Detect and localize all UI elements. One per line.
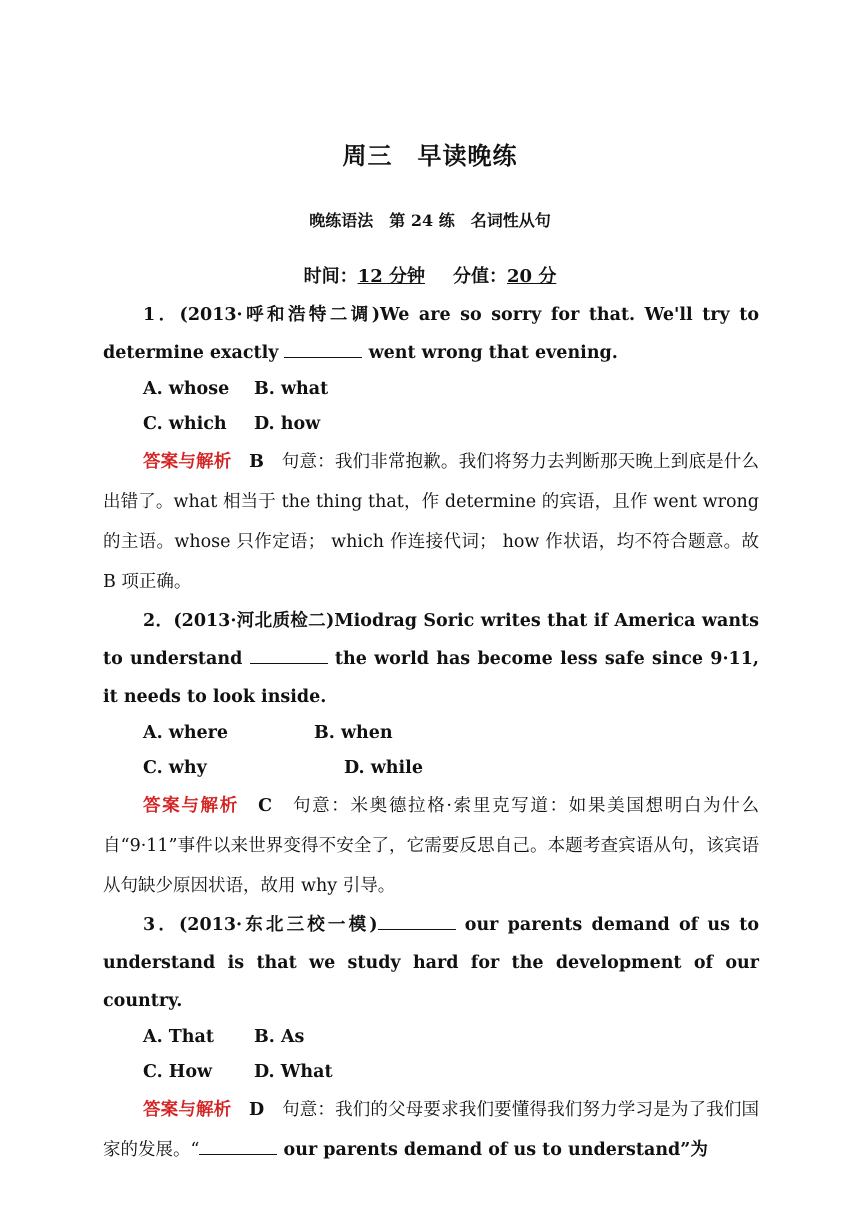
option-c: C. How xyxy=(143,1062,213,1082)
answer-blank xyxy=(378,913,456,930)
questions-body xyxy=(103,296,759,1170)
answer-label: 答案与解析 xyxy=(143,1100,232,1120)
options-q3 xyxy=(103,1020,759,1090)
answer-blank xyxy=(284,341,362,358)
page-subtitle: 晚练语法 第 24 练 名词性从句 xyxy=(309,211,551,230)
option-c: C. why xyxy=(143,758,207,778)
option-b: B. As xyxy=(254,1027,305,1047)
answer-key: C xyxy=(258,796,273,816)
options-q1 xyxy=(103,372,759,442)
option-c: C. which xyxy=(143,414,227,434)
time-score-line xyxy=(0,262,860,288)
time-label: 时间： xyxy=(303,266,358,287)
answer-explanation-3: 答案与解析 D 句意：我们的父母要求我们要懂得我们努力学习是为了我们国家的发展。“ our parents demand of us to understand”为 xyxy=(103,1100,760,1160)
option-a: A. where xyxy=(143,723,229,743)
score-label: 分值： xyxy=(453,266,507,287)
score-value: 20 分 xyxy=(507,266,557,287)
option-a: A. That xyxy=(143,1027,214,1047)
question-1: 1．(2013·呼和浩特二调)We are so sorry for that. We'll try to determine exactly went wrong that evening. xyxy=(103,305,759,363)
option-b: B. when xyxy=(314,723,393,743)
option-d: D. while xyxy=(344,758,423,778)
question-2: 2．(2013·河北质检二)Miodrag Soric writes that if America wants to understand the world has become less safe since 9·11, it needs to look inside. xyxy=(103,611,760,707)
question-3: 3．(2013·东北三校一模) our parents demand of us to understand is that we study hard for the development of our country. xyxy=(103,915,759,1011)
answer-label: 答案与解析 xyxy=(143,452,232,472)
answer-blank xyxy=(250,647,328,664)
time-value: 12 分钟 xyxy=(357,266,425,287)
options-q2 xyxy=(103,716,759,786)
option-d: D. What xyxy=(254,1062,333,1082)
answer-label: 答案与解析 xyxy=(143,796,239,816)
option-b: B. what xyxy=(254,379,329,399)
option-d: D. how xyxy=(254,414,321,434)
answer-blank xyxy=(199,1138,277,1155)
answer-explanation-2: 答案与解析 C 句意：米奥德拉格·索里克写道：如果美国想明白为什么自“9·11”事件以来世界变得不安全了，它需要反思自己。本题考查宾语从句，该宾语从句缺少原因状语，故用 why 引导。 xyxy=(103,796,759,896)
option-a: A. whose xyxy=(143,379,230,399)
answer-key: B xyxy=(249,452,264,472)
answer-explanation-1: 答案与解析 B 句意：我们非常抱歉。我们将努力去判断那天晚上到底是什么出错了。what 相当于 the thing that，作 determine 的宾语，且作 went wrong 的主语。whose 只作定语； which 作连接代词； how 作状语，均不符合题意。故 B 项正确。 xyxy=(103,452,760,592)
answer-key: D xyxy=(249,1100,265,1120)
page-title: 周三 早读晚练 xyxy=(342,141,518,170)
